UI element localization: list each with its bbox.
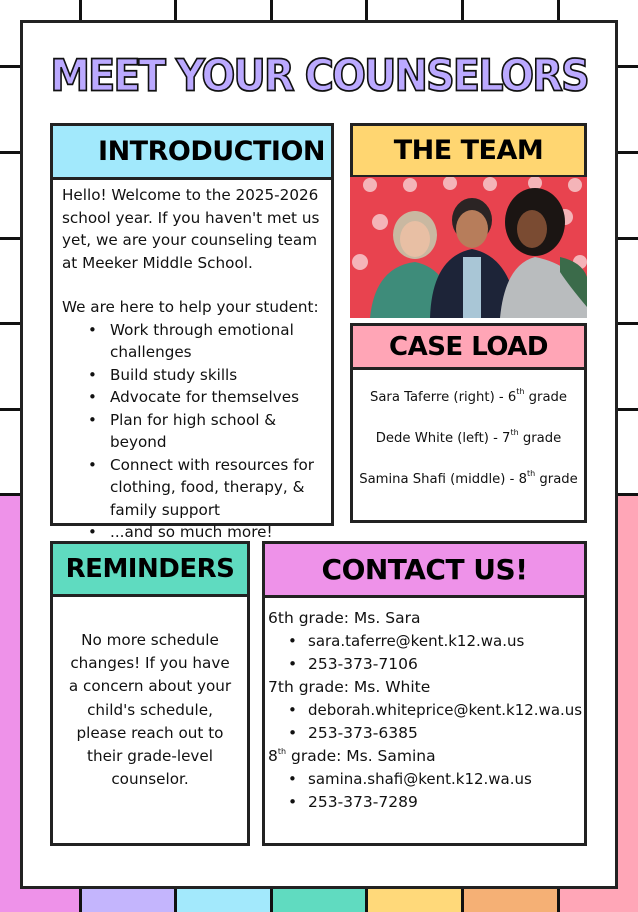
bottom-strip-orange bbox=[461, 888, 558, 912]
grid-line bbox=[0, 151, 20, 154]
grade-counselor: grade: Ms. White bbox=[293, 678, 431, 696]
team-section bbox=[350, 123, 587, 178]
contact-grade-label bbox=[268, 745, 584, 768]
ordinal-suffix: th bbox=[510, 428, 519, 437]
contact-grade-label bbox=[268, 676, 584, 699]
phone-number[interactable]: • 253-373-7289 bbox=[288, 791, 584, 814]
help-item: • Plan for high school & beyond bbox=[88, 409, 323, 454]
caseload-entry-suffix: grade bbox=[535, 472, 578, 487]
caseload-entry-suffix: grade bbox=[524, 390, 568, 405]
grid-line bbox=[365, 0, 368, 20]
bottom-strip-teal bbox=[270, 888, 366, 912]
contact-list bbox=[288, 630, 584, 676]
grid-line bbox=[618, 151, 638, 154]
ordinal-suffix: th bbox=[277, 747, 287, 756]
grid-line bbox=[618, 322, 638, 325]
reminders-text: No more schedule changes! If you have a concern about your child's schedule, please reach out to their grade-level counselor. bbox=[68, 631, 232, 789]
ordinal-suffix: th bbox=[516, 387, 525, 396]
grid-line bbox=[0, 65, 20, 68]
help-list bbox=[88, 319, 323, 544]
grade-number: 6th bbox=[268, 609, 294, 627]
grid-line bbox=[618, 65, 638, 68]
email-link[interactable]: • deborah.whiteprice@kent.k12.wa.us bbox=[288, 699, 584, 722]
introduction-heading: INTRODUCTION bbox=[53, 126, 331, 180]
contact-list bbox=[288, 768, 584, 814]
grade-number: 7th bbox=[268, 678, 294, 696]
reminders-section bbox=[50, 541, 250, 846]
contact-heading: CONTACT US! bbox=[265, 544, 584, 598]
bottom-strip-lavender bbox=[79, 888, 175, 912]
right-color-band bbox=[618, 496, 638, 912]
help-intro: We are here to help your student: bbox=[62, 298, 319, 316]
contact-grade-label bbox=[268, 607, 584, 630]
grid-line bbox=[270, 0, 273, 20]
bottom-strip-blue bbox=[174, 888, 271, 912]
reminders-heading: REMINDERS bbox=[53, 544, 247, 597]
caseload-entry bbox=[353, 469, 584, 491]
help-item: • ...and so much more! bbox=[88, 521, 323, 544]
bottom-strip-yellow bbox=[365, 888, 462, 912]
introduction-section bbox=[50, 123, 334, 541]
help-item: • Connect with resources for clothing, food, therapy, & family support bbox=[88, 454, 323, 522]
email-link[interactable]: • samina.shafi@kent.k12.wa.us bbox=[288, 768, 584, 791]
grid-line bbox=[461, 0, 464, 20]
help-item: • Build study skills bbox=[88, 364, 323, 387]
caseload-entry-text: Sara Taferre (right) - 6 bbox=[369, 390, 517, 405]
introduction-paragraph: Hello! Welcome to the 2025-2026 school year. If you haven't met us yet, we are your counseling team at Meeker Middle School. bbox=[62, 186, 320, 272]
grade-counselor: grade: Ms. Samina bbox=[286, 747, 436, 765]
caseload-entry bbox=[353, 387, 584, 409]
help-item: • Advocate for themselves bbox=[88, 386, 323, 409]
bottom-strip-pink-right bbox=[557, 888, 638, 912]
team-heading: THE TEAM bbox=[353, 126, 584, 175]
email-link[interactable]: • sara.taferre@kent.k12.wa.us bbox=[288, 630, 584, 653]
grid-line bbox=[0, 237, 20, 240]
page-title: MEET YOUR COUNSELORS bbox=[50, 50, 588, 102]
caseload-entry-suffix: grade bbox=[518, 431, 562, 446]
left-color-band bbox=[0, 496, 20, 912]
caseload-section bbox=[350, 323, 587, 523]
grid-line bbox=[174, 0, 177, 20]
help-item: • Work through emotional challenges bbox=[88, 319, 323, 364]
caseload-entry bbox=[353, 428, 584, 450]
contact-section bbox=[262, 541, 587, 846]
grid-line bbox=[618, 237, 638, 240]
grade-number: 8 bbox=[268, 747, 278, 765]
contact-list bbox=[288, 699, 584, 745]
grid-line bbox=[79, 0, 82, 20]
phone-number[interactable]: • 253-373-7106 bbox=[288, 653, 584, 676]
caseload-entry-text: Dede White (left) - 7 bbox=[375, 431, 511, 446]
grade-counselor: grade: Ms. Sara bbox=[293, 609, 421, 627]
team-photo-image bbox=[350, 177, 587, 318]
ordinal-suffix: th bbox=[526, 469, 536, 478]
phone-number[interactable]: • 253-373-6385 bbox=[288, 722, 584, 745]
caseload-entry-text: Samina Shafi (middle) - 8 bbox=[359, 472, 527, 487]
bottom-strip-pink bbox=[0, 888, 80, 912]
grid-line bbox=[0, 408, 20, 411]
grid-line bbox=[557, 0, 560, 20]
team-photo bbox=[350, 177, 587, 318]
grid-line bbox=[0, 322, 20, 325]
caseload-heading: CASE LOAD bbox=[353, 326, 584, 370]
grid-line bbox=[618, 408, 638, 411]
